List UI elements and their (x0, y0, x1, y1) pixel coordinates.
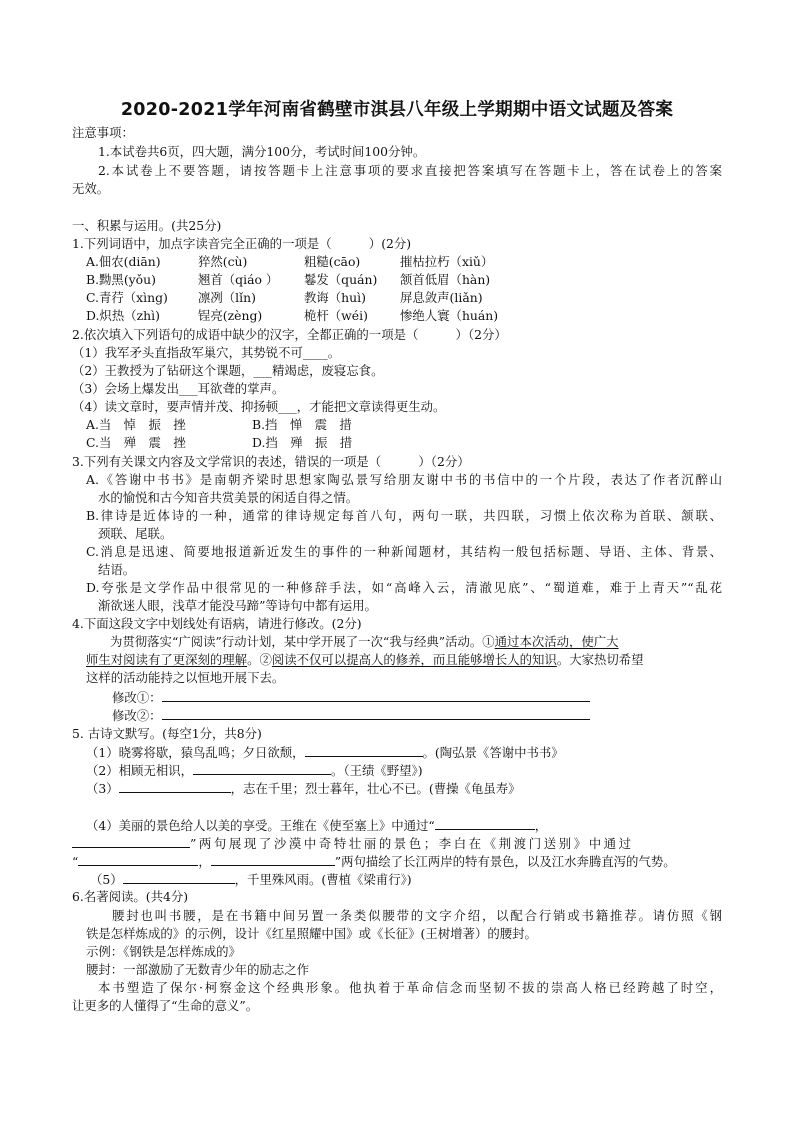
q5-line-5 (90, 870, 412, 889)
q3-option-d-cont: 渐欲迷人眼，浅草才能没马蹄”等诗句中都有运用。 (98, 598, 377, 613)
q1-a-word3: 粗糙(cāo) (304, 254, 361, 269)
q2-option-b: B.挡 惮 震 措 (252, 417, 352, 432)
q5-line-4-cont (72, 834, 722, 853)
q2-option-c: C.当 殚 震 挫 (86, 435, 186, 450)
notice-item-2: 2.本试卷上不要答题，请按答题卡上注意事项的要求直接把答案填写在答题卡上，答在试卷上的答案 (98, 163, 722, 178)
q4-fix-2-label: 修改②： (112, 708, 162, 723)
q3-stem: 3.下列有关课文内容及文学常识的表述，错误的一项是（ ）（2分） (72, 454, 470, 469)
q4-fix-2 (112, 706, 590, 725)
q5-5-label: （5） (90, 872, 123, 887)
q3-option-a-cont: 水的愉悦和古今知音共赏美景的闲适自得之情。 (98, 490, 359, 505)
q2-option-a: A.当 悼 振 挫 (86, 417, 186, 432)
q4-paragraph-line2 (86, 651, 644, 669)
q2-option-d: D.挡 殚 振 措 (252, 435, 353, 450)
q5-4-quote: “ (72, 854, 79, 869)
q4-text: 。② (247, 652, 272, 667)
q2-options-ab (86, 416, 486, 434)
q5-2-blank[interactable] (193, 761, 331, 775)
q5-1-text: （1）晓雾将歇，猿鸟乱鸣；夕日欲颓， (86, 745, 305, 760)
q3-option-c-cont: 结语。 (98, 562, 136, 577)
q6-example-belt: 腰封：一部激励了无数青少年的励志之作 (86, 962, 310, 977)
q5-line-1 (86, 743, 564, 762)
q1-b-word3: 鬈发（quán) (304, 272, 378, 287)
q5-2-source: 。（王绩《野望》) (331, 763, 423, 778)
q3-option-b-cont: 颈联、尾联。 (98, 526, 173, 541)
q5-line-3 (86, 779, 521, 798)
q1-a-word2: 猝然(cù) (198, 254, 248, 269)
q1-d-word1: D.炽热（zhì) (86, 308, 160, 323)
q1-d-word4: 惨绝人寰（huán) (400, 308, 499, 323)
q2-stem: 2.依次填入下列语句的成语中缺少的汉字，全都正确的一项是（ ）（2分） (72, 327, 507, 342)
q1-a-word1: A.佃农(diān) (86, 254, 161, 269)
q5-4-comma-2: ， (198, 854, 211, 869)
q1-d-word2: 锃亮(zèng) (198, 308, 263, 323)
q3-option-b: B.律诗是近体诗的一种，通常的律诗规定每首八句，两句一联，共四联，习惯上依次称为首联、颔联、 (86, 508, 722, 523)
q2-sentence-1: （1）我军矛头直指敌军巢穴，其势锐不可____。 (72, 345, 341, 360)
q1-b-word2: 翘首（qiáo ） (198, 272, 279, 287)
q4-text: 。大家热切希望 (556, 652, 644, 667)
page-title: 2020-2021学年河南省鹤壁市淇县八年级上学期期中语文试题及答案 (120, 100, 674, 120)
q5-3-text: ，志在千里；烈士暮年，壮心不已。(曹操《龟虽寿》 (230, 781, 521, 796)
q1-c-word2: 凛冽（lǐn) (198, 290, 256, 305)
q6-paragraph-line2: 铁是怎样炼成的》的示例，设计《红星照耀中国》或《长征》(王树增著）的腰封。 (86, 926, 537, 941)
q1-d-word3: 桅杆（wéi) (304, 308, 368, 323)
q6-paragraph-line1: 腰封也叫书腰，是在书籍中间另置一条类似腰带的文字介绍，以配合行销或书籍推荐。请仿照《钢 (112, 908, 722, 923)
q1-b-word1: B.黝黑(yǒu) (86, 272, 156, 287)
q4-fix-1 (112, 688, 590, 707)
notice-item-1: 1.本试卷共6页，四大题，满分100分，考试时间100分钟。 (98, 144, 426, 159)
q5-4-text: （4）美丽的景色给人以美的享受。王维在《使至塞上》中通过“ (86, 818, 435, 833)
q1-c-word1: C.青荇（xìng) (86, 290, 168, 305)
q5-4-blank-2[interactable] (72, 834, 190, 848)
notice-item-2-cont: 无效。 (72, 181, 110, 196)
q4-fix-1-blank[interactable] (162, 688, 590, 702)
q6-example-text: 本书塑造了保尔·柯察金这个经典形象。他执着于革命信念而坚韧不拔的崇高人格已经跨越了时空， (98, 980, 722, 995)
q3-option-a: A.《答谢中书书》是南朝齐梁时思想家陶弘景写给朋友谢中书的书信中的一个片段，表达了作者沉醉山 (86, 472, 722, 487)
q1-c-word3: 教诲（huì) (304, 290, 366, 305)
q5-4-comma: ， (534, 818, 548, 833)
q6-example-text-cont: 让更多的人懂得了“生命的意义”。 (72, 998, 259, 1013)
q4-fix-2-blank[interactable] (162, 706, 590, 720)
section-heading: 一、积累与运用。(共25分) (72, 218, 222, 233)
q4-text: 为贯彻落实“广阅读”行动计划，某中学开展了一次“我与经典”活动。① (110, 634, 495, 649)
q5-line-4 (86, 816, 547, 835)
q4-underlined-sentence-1: 通过本次活动，使广大 (494, 634, 619, 649)
q1-c-word4: 屏息敛声(liǎn) (400, 290, 483, 305)
q5-4-text-2: ”两句展现了沙漠中奇特壮丽的景色；李白在《荆渡门送别》中通过 (190, 836, 634, 851)
q5-4-blank-4[interactable] (211, 852, 335, 866)
q3-option-d: D.夸张是文学作品中很常见的一种修辞手法，如“高峰入云，清澈见底”、“蜀道难，难于上青天”“乱花 (86, 580, 722, 595)
q2-sentence-3: （3）会场上爆发出___耳欲聋的掌声。 (72, 381, 285, 396)
q1-option-d (86, 307, 726, 325)
q4-fix-1-label: 修改①： (112, 690, 162, 705)
q3-option-c: C.消息是迅速、简要地报道新近发生的事件的一种新闻题材，其结构一般包括标题、导语、主体、背景、 (86, 544, 722, 559)
q2-sentence-2: （2）王教授为了钻研这个课题，___精竭虑，废寝忘食。 (72, 363, 384, 378)
q4-stem: 4.下面这段文字中划线处有语病，请进行修改。(2分) (72, 616, 362, 631)
q6-example-label: 示例：《钢铁是怎样炼成的》 (86, 944, 241, 959)
q4-paragraph-line3: 这样的活动能持之以恒地开展下去。 (86, 670, 285, 685)
q5-1-source: 。(陶弘景《答谢中书书》 (422, 745, 564, 760)
q5-4-blank-1[interactable] (435, 816, 535, 830)
q5-5-blank[interactable] (123, 870, 235, 884)
notice-heading: 注意事项： (72, 125, 134, 140)
q1-option-b (86, 271, 726, 289)
q5-2-text: （2）相顾无相识， (86, 763, 194, 778)
q1-b-word4: 颔首低眉（hàn) (400, 272, 491, 287)
q4-paragraph-line1 (110, 633, 619, 651)
q5-4-text-3: ”两句描绘了长江两岸的特有景色，以及江水奔腾直泻的气势。 (334, 854, 676, 869)
q1-a-word4: 摧枯拉朽（xiǔ） (400, 254, 494, 269)
q4-underlined-sentence-1-cont: 师生对阅读有了更深刻的理解 (86, 652, 248, 667)
q1-option-a (86, 253, 726, 271)
q5-line-2 (86, 761, 423, 780)
q5-4-blank-3[interactable] (78, 852, 198, 866)
q2-sentence-4: （4）读文章时，要声情并茂、抑扬顿___，才能把文章读得更生动。 (72, 399, 446, 414)
q5-3-label: （3） (86, 781, 119, 796)
q5-3-blank[interactable] (119, 779, 231, 793)
q6-stem: 6.名著阅读。(共4分) (72, 889, 189, 904)
q1-stem: 1.下列词语中，加点字读音完全正确的一项是（ ）(2分) (72, 236, 412, 251)
q5-1-blank[interactable] (305, 743, 423, 757)
q5-5-text: ，千里殊风雨。(曹植《梁甫行》) (234, 872, 412, 887)
q2-options-cd (86, 434, 486, 452)
q4-underlined-sentence-2: 阅读不仅可以提高人的修养，而且能够增长人的知识 (271, 652, 557, 667)
q1-option-c (86, 289, 726, 307)
q5-line-4-cont2 (72, 852, 676, 871)
q5-stem: 5. 古诗文默写。(每空1分，共8分) (72, 726, 262, 741)
